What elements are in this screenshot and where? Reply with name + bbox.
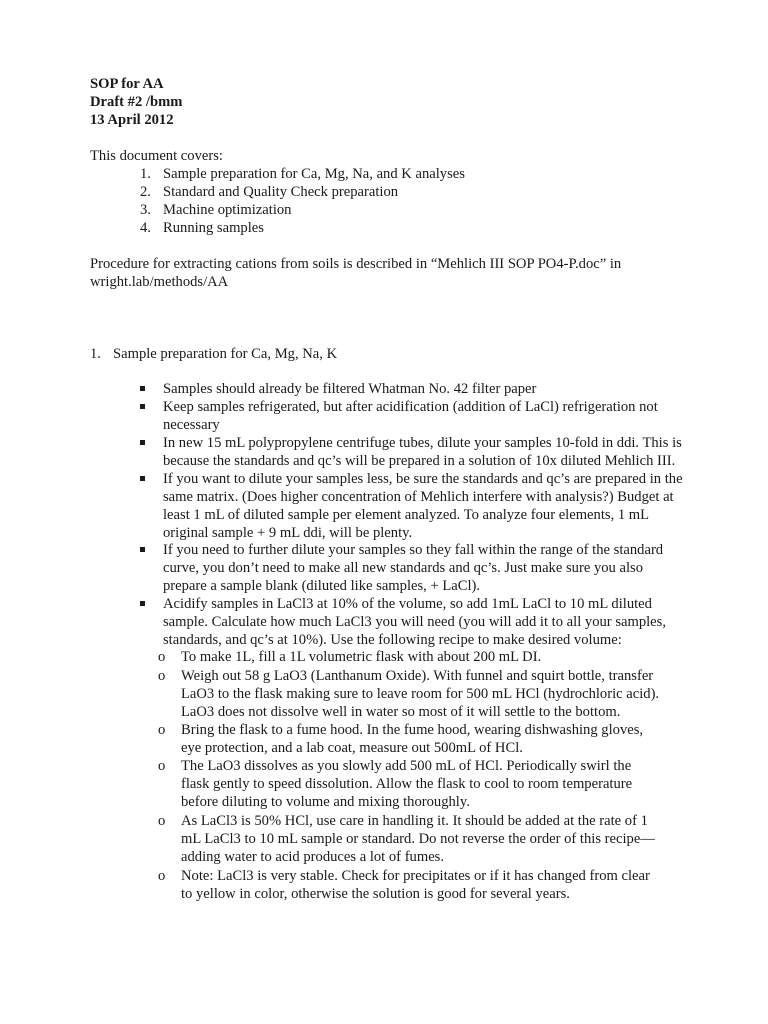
sub-bullet-text: before diluting to volume and mixing thoroughly. (181, 794, 470, 810)
sub-bullet-marker: o (158, 868, 166, 884)
sub-bullet-marker: o (158, 813, 166, 829)
bullet-text: curve, you don’t need to make all new standards and qc’s. Just make sure you also (163, 560, 643, 576)
section-number: 1. (90, 346, 101, 362)
sub-bullet-text: flask gently to speed dissolution. Allow the flask to cool to room temperature (181, 776, 633, 792)
sub-bullet-text: LaO3 does not dissolve well in water so most of it will settle to the bottom. (181, 704, 621, 720)
bullet-text: If you need to further dilute your samples so they fall within the range of the standard (163, 542, 664, 558)
bullet-text: Samples should already be filtered Whatman No. 42 filter paper (163, 381, 537, 397)
bullet-marker (140, 547, 145, 552)
sub-bullet-marker: o (158, 649, 166, 665)
list-number: 2. (140, 184, 151, 200)
bullet-text: Acidify samples in LaCl3 at 10% of the volume, so add 1mL LaCl to 10 mL diluted (163, 596, 652, 612)
sub-bullet-text: adding water to acid produces a lot of fumes. (181, 849, 445, 865)
bullet-text: original sample + 9 mL ddi, will be plenty. (163, 525, 413, 541)
sub-bullet-text: To make 1L, fill a 1L volumetric flask with about 200 mL DI. (181, 649, 542, 665)
sub-bullet-marker: o (158, 722, 166, 738)
list-number: 4. (140, 220, 151, 236)
bullet-marker (140, 601, 145, 606)
bullet-text: least 1 mL of diluted sample per element analyzed. To analyze four elements, 1 mL (163, 507, 650, 523)
sub-bullet-marker: o (158, 758, 166, 774)
list-item: Running samples (163, 220, 264, 236)
bullet-marker (140, 386, 145, 391)
bullet-marker (140, 440, 145, 445)
bullet-text: Keep samples refrigerated, but after acidification (addition of LaCl) refrigeration not (163, 399, 658, 415)
sub-bullet-text: The LaO3 dissolves as you slowly add 500 mL of HCl. Periodically swirl the (181, 758, 632, 774)
bullet-text: standards, and qc’s at 10%). Use the following recipe to make desired volume: (163, 632, 622, 648)
bullet-text: sample. Calculate how much LaCl3 you will need (you will add it to all your samples, (163, 614, 666, 630)
document-title: SOP for AA (90, 76, 164, 92)
procedure-text: Procedure for extracting cations from soils is described in “Mehlich III SOP PO4-P.doc” in (90, 256, 622, 272)
sub-bullet-text: Bring the flask to a fume hood. In the fume hood, wearing dishwashing gloves, (181, 722, 644, 738)
covers-label: This document covers: (90, 148, 223, 164)
sub-bullet-text: Weigh out 58 g LaO3 (Lanthanum Oxide). With funnel and squirt bottle, transfer (181, 668, 654, 684)
list-number: 3. (140, 202, 151, 218)
list-item: Sample preparation for Ca, Mg, Na, and K analyses (163, 166, 465, 182)
draft-label: Draft #2 /bmm (90, 94, 183, 110)
bullet-marker (140, 476, 145, 481)
sub-bullet-text: eye protection, and a lab coat, measure out 500mL of HCl. (181, 740, 523, 756)
list-item: Machine optimization (163, 202, 292, 218)
bullet-text: because the standards and qc’s will be prepared in a solution of 10x diluted Mehlich III. (163, 453, 676, 469)
sub-bullet-text: As LaCl3 is 50% HCl, use care in handling it. It should be added at the rate of 1 (181, 813, 648, 829)
document-date: 13 April 2012 (90, 112, 174, 128)
sub-bullet-marker: o (158, 668, 166, 684)
list-item: Standard and Quality Check preparation (163, 184, 399, 200)
procedure-text: wright.lab/methods/AA (90, 274, 229, 290)
sub-bullet-text: LaO3 to the flask making sure to leave room for 500 mL HCl (hydrochloric acid). (181, 686, 660, 702)
bullet-text: same matrix. (Does higher concentration of Mehlich interfere with analysis?) Budget at (163, 489, 674, 505)
sub-bullet-text: to yellow in color, otherwise the solution is good for several years. (181, 886, 570, 902)
sub-bullet-text: Note: LaCl3 is very stable. Check for precipitates or if it has changed from clear (181, 868, 650, 884)
bullet-text: If you want to dilute your samples less, be sure the standards and qc’s are prepared in the (163, 471, 683, 487)
section-heading: Sample preparation for Ca, Mg, Na, K (113, 346, 338, 362)
bullet-text: In new 15 mL polypropylene centrifuge tubes, dilute your samples 10-fold in ddi. This is (163, 435, 682, 451)
list-number: 1. (140, 166, 151, 182)
bullet-marker (140, 404, 145, 409)
bullet-text: necessary (163, 417, 220, 433)
sub-bullet-text: mL LaCl3 to 10 mL sample or standard. Do not reverse the order of this recipe— (181, 831, 655, 847)
bullet-text: prepare a sample blank (diluted like samples, + LaCl). (163, 578, 481, 594)
